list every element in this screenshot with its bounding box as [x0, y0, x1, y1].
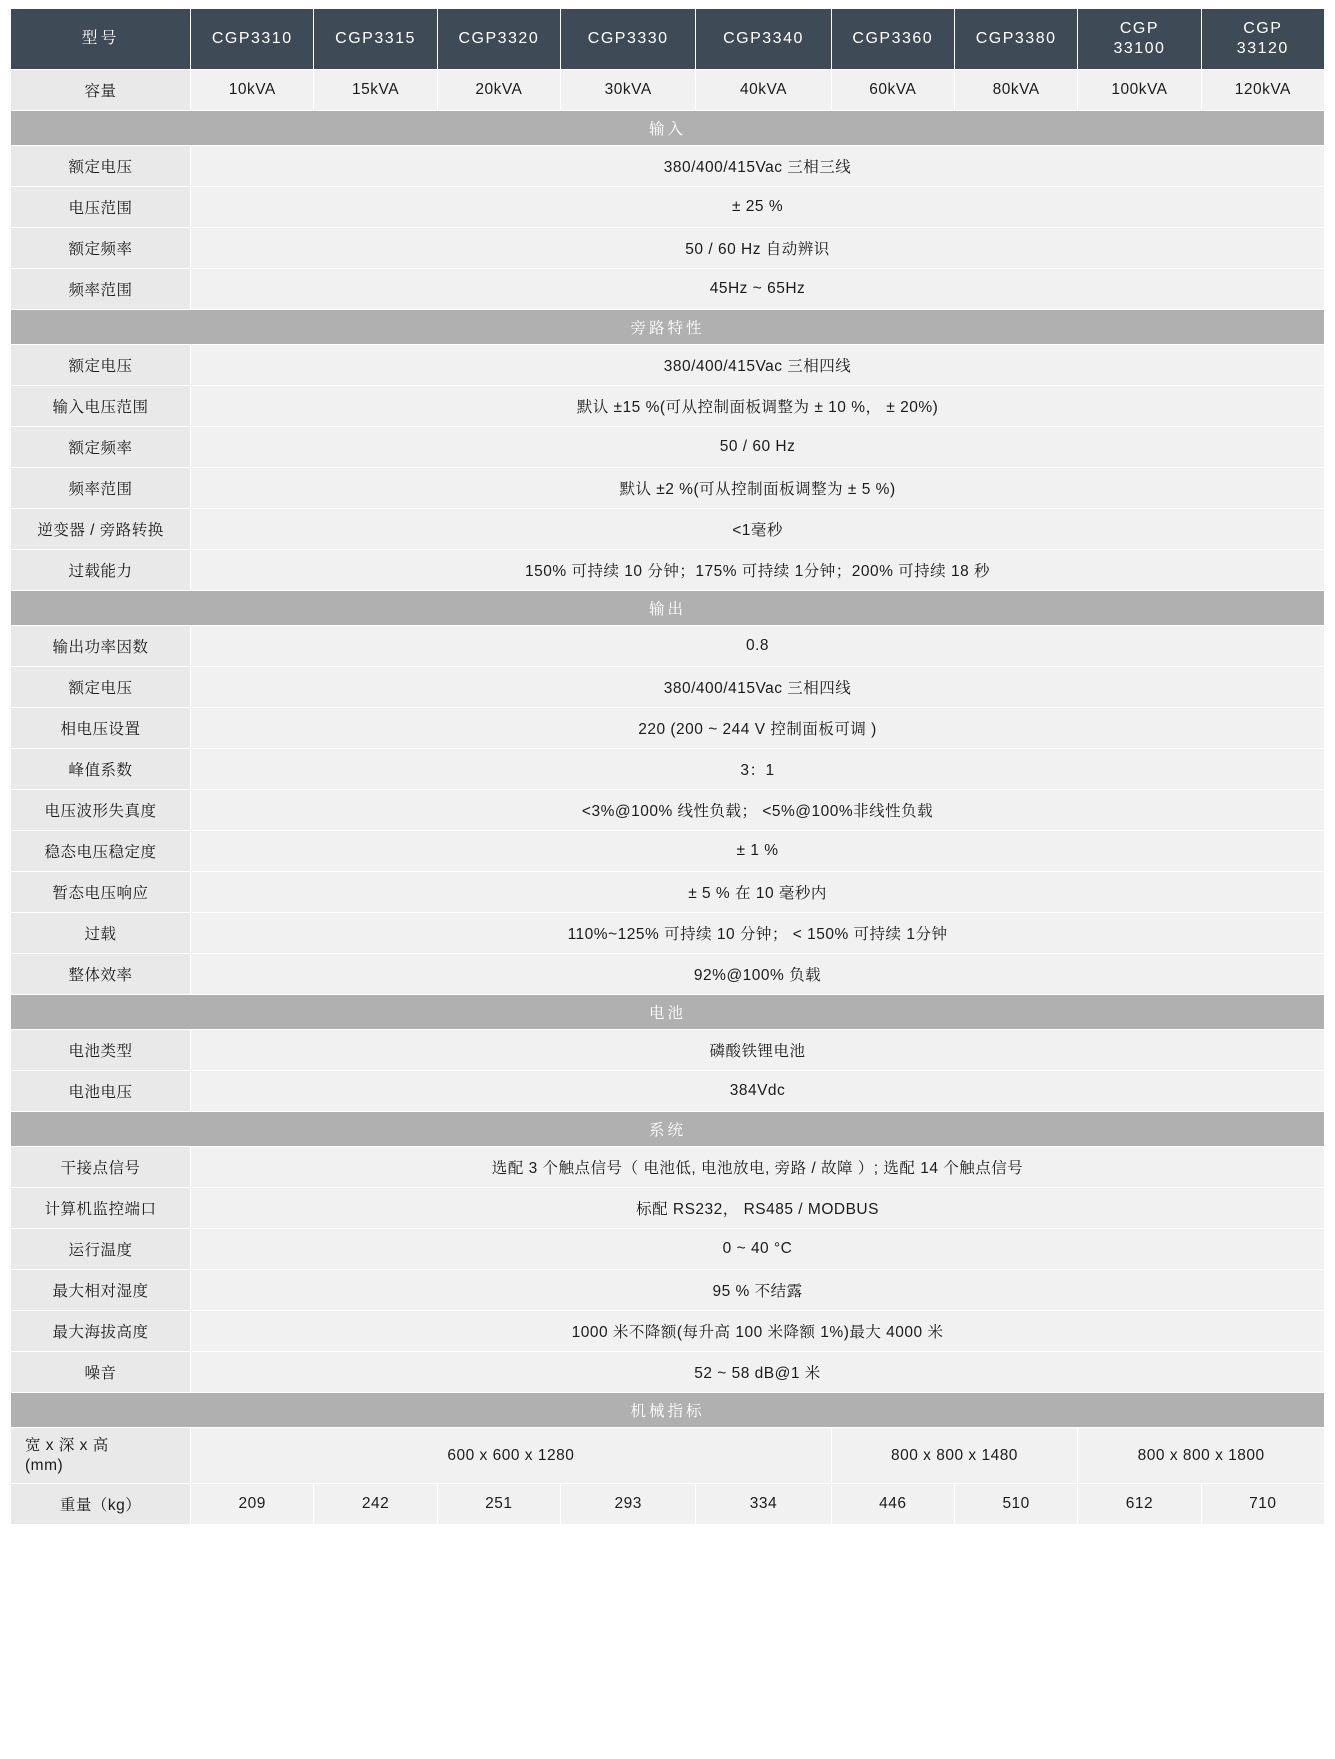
section-band-label-1: 旁路特性 — [11, 310, 1325, 345]
spec-value: 标配 RS232， RS485 / MODBUS — [191, 1188, 1325, 1229]
capacity-value-4: 40kVA — [696, 70, 831, 111]
header-model-0: CGP3310 — [191, 9, 314, 70]
section-band-label-3: 电池 — [11, 995, 1325, 1030]
spec-value: ± 5 % 在 10 毫秒内 — [191, 872, 1325, 913]
dimension-row — [11, 1428, 1325, 1484]
spec-value: 45Hz ~ 65Hz — [191, 269, 1325, 310]
spec-row — [11, 1270, 1325, 1311]
section-band-label-0: 输入 — [11, 111, 1325, 146]
spec-label: 计算机监控端口 — [11, 1188, 191, 1229]
spec-row — [11, 749, 1325, 790]
weight-row — [11, 1484, 1325, 1525]
capacity-value-7: 100kVA — [1078, 70, 1201, 111]
weight-label: 重量（kg） — [11, 1484, 191, 1525]
section-band-label-mechanical: 机械指标 — [11, 1393, 1325, 1428]
weight-value-2: 251 — [437, 1484, 560, 1525]
spec-row — [11, 509, 1325, 550]
spec-row — [11, 345, 1325, 386]
weight-value-6: 510 — [954, 1484, 1077, 1525]
spec-value: 150% 可持续 10 分钟；175% 可持续 1分钟；200% 可持续 18 秒 — [191, 550, 1325, 591]
dimension-value-2: 800 x 800 x 1800 — [1078, 1428, 1325, 1484]
weight-value-8: 710 — [1201, 1484, 1324, 1525]
spec-row — [11, 667, 1325, 708]
section-band-1 — [11, 310, 1325, 345]
spec-label: 电池电压 — [11, 1071, 191, 1112]
table-body — [11, 9, 1325, 1525]
spec-label: 额定电压 — [11, 667, 191, 708]
spec-row — [11, 187, 1325, 228]
spec-label: 峰值系数 — [11, 749, 191, 790]
spec-value: 95 % 不结露 — [191, 1270, 1325, 1311]
capacity-row — [11, 70, 1325, 111]
capacity-value-2: 20kVA — [437, 70, 560, 111]
spec-value: 默认 ±15 %(可从控制面板调整为 ± 10 %， ± 20%) — [191, 386, 1325, 427]
dimension-label: 宽 x 深 x 高 (mm) — [11, 1428, 191, 1484]
spec-label: 电池类型 — [11, 1030, 191, 1071]
spec-row — [11, 1229, 1325, 1270]
spec-value: 110%~125% 可持续 10 分钟； < 150% 可持续 1分钟 — [191, 913, 1325, 954]
spec-row — [11, 1147, 1325, 1188]
spec-row — [11, 708, 1325, 749]
capacity-value-5: 60kVA — [831, 70, 954, 111]
header-model-1: CGP3315 — [314, 9, 437, 70]
spec-row — [11, 1071, 1325, 1112]
capacity-value-1: 15kVA — [314, 70, 437, 111]
spec-value: 220 (200 ~ 244 V 控制面板可调 ) — [191, 708, 1325, 749]
spec-label: 电压范围 — [11, 187, 191, 228]
spec-label: 过载 — [11, 913, 191, 954]
spec-label: 噪音 — [11, 1352, 191, 1393]
spec-row — [11, 1030, 1325, 1071]
spec-row — [11, 468, 1325, 509]
spec-row — [11, 427, 1325, 468]
spec-row — [11, 269, 1325, 310]
weight-value-5: 446 — [831, 1484, 954, 1525]
spec-row — [11, 872, 1325, 913]
spec-row — [11, 954, 1325, 995]
spec-row — [11, 1188, 1325, 1229]
spec-label: 频率范围 — [11, 468, 191, 509]
spec-label: 干接点信号 — [11, 1147, 191, 1188]
weight-value-4: 334 — [696, 1484, 831, 1525]
weight-value-3: 293 — [561, 1484, 696, 1525]
spec-row — [11, 386, 1325, 427]
header-model-5: CGP3360 — [831, 9, 954, 70]
section-band-2 — [11, 591, 1325, 626]
spec-row — [11, 550, 1325, 591]
header-model-4: CGP3340 — [696, 9, 831, 70]
spec-label: 输出功率因数 — [11, 626, 191, 667]
section-band-0 — [11, 111, 1325, 146]
section-band-label-4: 系统 — [11, 1112, 1325, 1147]
spec-label: 频率范围 — [11, 269, 191, 310]
spec-value: 380/400/415Vac 三相三线 — [191, 146, 1325, 187]
weight-value-1: 242 — [314, 1484, 437, 1525]
spec-value: 50 / 60 Hz — [191, 427, 1325, 468]
spec-label: 过载能力 — [11, 550, 191, 591]
header-model-8: CGP 33120 — [1201, 9, 1324, 70]
section-band-label-2: 输出 — [11, 591, 1325, 626]
table-header-row — [11, 9, 1325, 70]
capacity-value-0: 10kVA — [191, 70, 314, 111]
spec-row — [11, 831, 1325, 872]
header-label: 型号 — [11, 9, 191, 70]
header-model-3: CGP3330 — [561, 9, 696, 70]
spec-value: <3%@100% 线性负载； <5%@100%非线性负载 — [191, 790, 1325, 831]
spec-value: 384Vdc — [191, 1071, 1325, 1112]
spec-label: 电压波形失真度 — [11, 790, 191, 831]
spec-row — [11, 626, 1325, 667]
weight-value-0: 209 — [191, 1484, 314, 1525]
spec-value: 选配 3 个触点信号（ 电池低, 电池放电, 旁路 / 故障 ）; 选配 14 个触点信号 — [191, 1147, 1325, 1188]
capacity-value-6: 80kVA — [954, 70, 1077, 111]
spec-value: 380/400/415Vac 三相四线 — [191, 667, 1325, 708]
spec-label: 额定电压 — [11, 146, 191, 187]
header-model-2: CGP3320 — [437, 9, 560, 70]
spec-row — [11, 913, 1325, 954]
spec-value: ± 1 % — [191, 831, 1325, 872]
spec-value: 1000 米不降额(每升高 100 米降额 1%)最大 4000 米 — [191, 1311, 1325, 1352]
header-model-6: CGP3380 — [954, 9, 1077, 70]
spec-label: 最大海拔高度 — [11, 1311, 191, 1352]
spec-label: 暂态电压响应 — [11, 872, 191, 913]
spec-value: 3：1 — [191, 749, 1325, 790]
header-model-7: CGP 33100 — [1078, 9, 1201, 70]
spec-label: 相电压设置 — [11, 708, 191, 749]
capacity-value-8: 120kVA — [1201, 70, 1324, 111]
spec-value: 92%@100% 负载 — [191, 954, 1325, 995]
spec-value: 380/400/415Vac 三相四线 — [191, 345, 1325, 386]
section-band-3 — [11, 995, 1325, 1030]
spec-row — [11, 228, 1325, 269]
spec-label: 最大相对湿度 — [11, 1270, 191, 1311]
spec-label: 整体效率 — [11, 954, 191, 995]
spec-value: 52 ~ 58 dB@1 米 — [191, 1352, 1325, 1393]
spec-label: 运行温度 — [11, 1229, 191, 1270]
spec-row — [11, 790, 1325, 831]
section-band-4 — [11, 1112, 1325, 1147]
spec-label: 额定频率 — [11, 228, 191, 269]
spec-value: 0.8 — [191, 626, 1325, 667]
spec-value: ± 25 % — [191, 187, 1325, 228]
section-band-mechanical — [11, 1393, 1325, 1428]
spec-value: 0 ~ 40 °C — [191, 1229, 1325, 1270]
capacity-value-3: 30kVA — [561, 70, 696, 111]
spec-value: <1毫秒 — [191, 509, 1325, 550]
spec-row — [11, 1311, 1325, 1352]
spec-label: 额定电压 — [11, 345, 191, 386]
dimension-value-1: 800 x 800 x 1480 — [831, 1428, 1078, 1484]
specification-table — [10, 8, 1325, 1525]
spec-value: 50 / 60 Hz 自动辨识 — [191, 228, 1325, 269]
spec-label: 额定频率 — [11, 427, 191, 468]
dimension-value-0: 600 x 600 x 1280 — [191, 1428, 832, 1484]
spec-value: 磷酸铁锂电池 — [191, 1030, 1325, 1071]
spec-row — [11, 1352, 1325, 1393]
spec-label: 稳态电压稳定度 — [11, 831, 191, 872]
spec-row — [11, 146, 1325, 187]
spec-label: 输入电压范围 — [11, 386, 191, 427]
capacity-label: 容量 — [11, 70, 191, 111]
spec-value: 默认 ±2 %(可从控制面板调整为 ± 5 %) — [191, 468, 1325, 509]
spec-label: 逆变器 / 旁路转换 — [11, 509, 191, 550]
weight-value-7: 612 — [1078, 1484, 1201, 1525]
